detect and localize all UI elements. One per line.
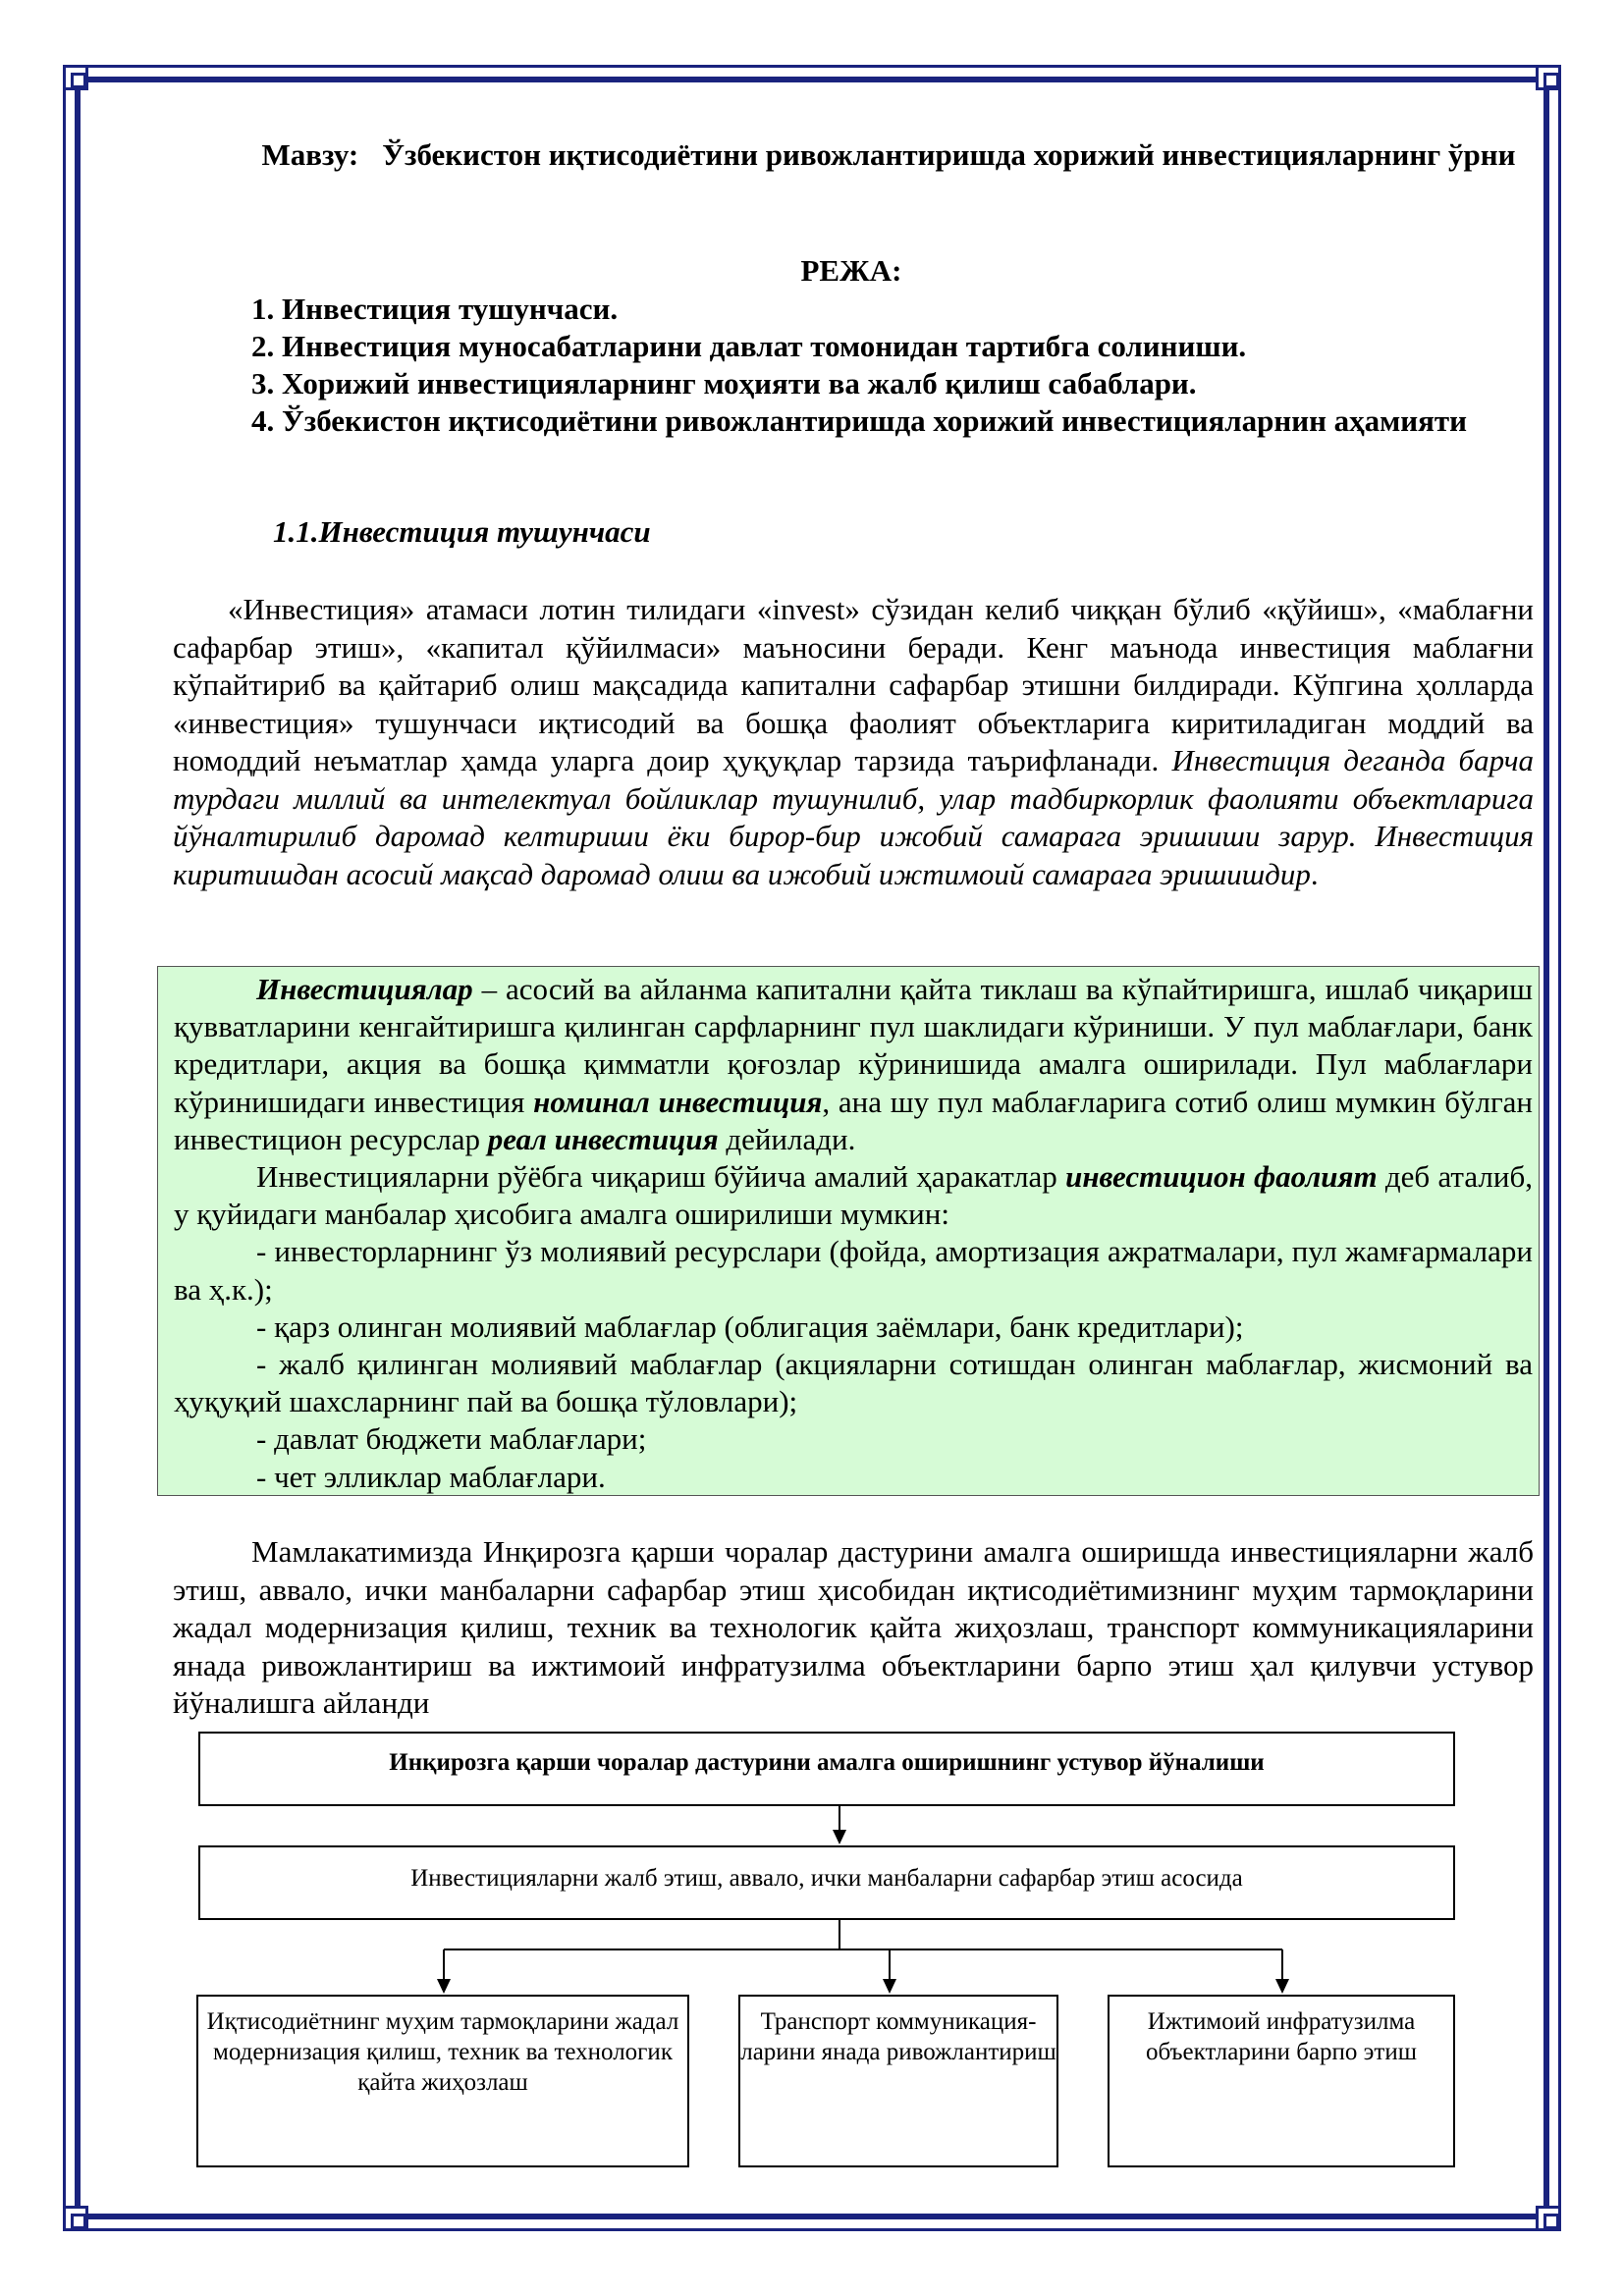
crisis-paragraph: Мамлакатимизда Инқирозга қарши чоралар дастурини амалга оширишда инвестицияларни жалб этиш, аввало, ички манбаларни сафарбар этиш ҳисобидан иқтисодиётимизнинг муҳим тармоқларини жадал модернизация қилиш, техник ва технологик қайта жиҳозлаш, транспорт коммуникацияларини янада ривожлантириш ва ижтимоий инфратузилма объектларини барпо этиш ҳал қилувчи устувор йўналишга айланди bbox=[173, 1534, 1534, 1720]
definition-box bbox=[157, 966, 1540, 1496]
definition-text: , ана шу пул маблағларига сотиб олиш мумкин бўлган инвестицион ресурслар bbox=[174, 1084, 1534, 1156]
border-corner-ornament bbox=[63, 2206, 88, 2231]
plan-heading: РЕЖА: bbox=[800, 253, 902, 288]
section-heading: 1.1.Инвестиция тушунчаси bbox=[273, 514, 651, 549]
term-nominal: номинал инвестиция bbox=[533, 1084, 823, 1119]
plan-item: 2. Инвестиция муносабатларини давлат томонидан тартибга солиниши. bbox=[251, 329, 1247, 363]
activity-paragraph bbox=[174, 1158, 1533, 1233]
intro-plain-text: «Инвестиция» атамаси лотин тилидаги «invest» сўзидан келиб чиққан бўлиб «қўйиш», «маблағни сафарбар этиш», «капитал қўйилмаси» маъносини беради. Кенг маънода инвестиция маблағни кўпайтириб ва қайтариб олиш мақсадида капитални сафарбар этишни билдиради. Кўпгина ҳолларда «инвестиция» тушунчаси иқтисодий ва бошқа фаолият объектларига киритиладиган моддий ва номоддий неъматлар ҳамда уларга доир ҳуқуқлар тарзида таърифланади. bbox=[173, 592, 1534, 777]
term-investments: Инвестициялар bbox=[256, 972, 473, 1006]
intro-paragraph bbox=[173, 591, 1534, 893]
term-activity: инвестицион фаолият bbox=[1065, 1159, 1378, 1195]
definition-text: дейилади. bbox=[718, 1121, 856, 1156]
diagram-bottom-box-infrastructure: Ижтимоий инфратузилма объектларини барпо этиш bbox=[1108, 1995, 1455, 2167]
plan-list bbox=[251, 291, 1469, 440]
source-item: - инвесторларнинг ўз молиявий ресурслари (фойда, амортизация ажратмалари, пул жамғармалари ва ҳ.к.); bbox=[174, 1234, 1533, 1307]
border-corner-ornament bbox=[63, 65, 88, 90]
diagram-bottom-box-economy: Иқтисодиётнинг муҳим тармоқларини жадал модернизация қилиш, техник ва технологик қайта жиҳозлаш bbox=[196, 1995, 689, 2167]
plan-item: 1. Инвестиция тушунчаси. bbox=[251, 292, 619, 326]
definition-paragraph bbox=[174, 971, 1533, 1158]
activity-text: Инвестицияларни рўёбга чиқариш бўйича амалий ҳаракатлар bbox=[256, 1159, 1066, 1195]
title-text: Ўзбекистон иқтисодиётини ривожлантиришда хорижий инвестицияларнинг ўрни bbox=[382, 137, 1516, 172]
intro-end: . bbox=[1310, 856, 1319, 891]
term-real: реал инвестиция bbox=[487, 1121, 719, 1156]
diagram-middle-box: Инвестицияларни жалб этиш, аввало, ички манбаларни сафарбар этиш асосида bbox=[198, 1845, 1455, 1920]
activity-text: деб аталиб, у қуйидаги манбалар ҳисобига амалга оширилиши мумкин: bbox=[174, 1159, 1533, 1232]
source-item: - жалб қилинган молиявий маблағлар (акцияларни сотишдан олинган маблағлар, жисмоний ва ҳуқуқий шахсларнинг пай ва бошқа тўловлари); bbox=[174, 1347, 1533, 1419]
source-item: - қарз олинган молиявий маблағлар (облигация заёмлари, банк кредитлари); bbox=[256, 1308, 1244, 1344]
diagram-bottom-box-transport: Транспорт коммуникация-ларини янада ривожлантириш bbox=[738, 1995, 1058, 2167]
intro-italic-text: Инвестиция деганда барча турдаги миллий ва интелектуал бойликлар тушунилиб, улар тадбиркорлик фаолияти объектларига йўналтирилиб даромад келтириши ёки бирор-бир ижобий самарага эришиши зарур. Инвестиция киритишдан асосий мақсад даромад олиш ва ижобий ижтимоий самарага эришишдир bbox=[173, 743, 1534, 891]
title-label: Мавзу: bbox=[261, 137, 359, 172]
border-corner-ornament bbox=[1536, 65, 1561, 90]
plan-item: 3. Хорижий инвестицияларнинг моҳияти ва жалб қилиш сабаблари. bbox=[251, 366, 1197, 400]
document-title bbox=[245, 135, 1532, 175]
source-item: - давлат бюджети маблағлари; bbox=[256, 1421, 647, 1457]
border-corner-ornament bbox=[1536, 2206, 1561, 2231]
source-item: - чет элликлар маблағлари. bbox=[256, 1459, 606, 1494]
definition-text: – асосий ва айланма капитални қайта тиклаш ва кўпайтиришга, ишлаб чиқариш қувватларини кенгайтиришга қилинган сарфларнинг пул шаклидаги кўриниши. У пул маблағлари, банк кредитлари, акция ва бошқа қимматли қоғозлар кўринишида амалга оширилади. Пул маблағлари кўринишидаги инвестиция bbox=[174, 972, 1533, 1119]
diagram-top-box: Инқирозга қарши чоралар дастурини амалга оширишнинг устувор йўналиши bbox=[198, 1732, 1455, 1806]
plan-item: 4. Ўзбекистон иқтисодиётини ривожлантиришда хорижий инвестицияларнин аҳамияти bbox=[251, 403, 1468, 438]
